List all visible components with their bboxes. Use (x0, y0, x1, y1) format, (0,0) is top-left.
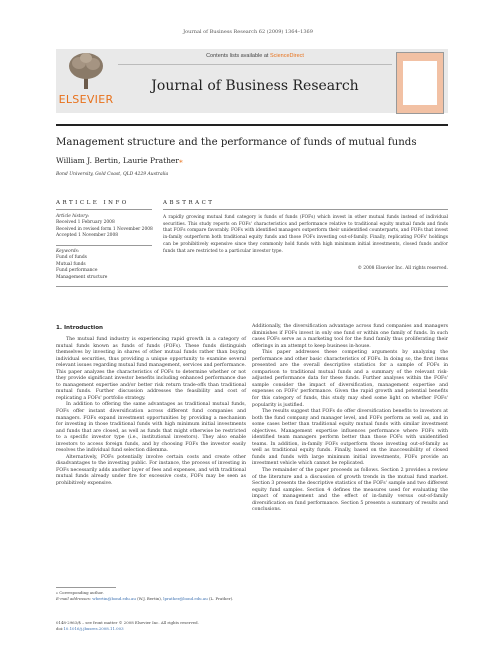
abstract-rule (163, 209, 448, 210)
paragraph: The remainder of the paper proceeds as follows. Section 2 provides a review of the literature and a discussion of growth trends in the mutual fund market. Section 3 presents the descriptive statistics of the FOFs' sample and two different equity fund samples. Section 4 defines the measures used for evaluating the impact of management and the effect of in-family versus out-of-family diversification on fund performance. Section 5 presents a summary of results and conclusions. (252, 468, 448, 513)
email-link-bertin[interactable]: wbertin@bond.edu.au (92, 595, 136, 601)
history-accepted: Accepted 1 November 2008 (56, 233, 119, 239)
journal-title: Journal of Business Research (151, 78, 359, 94)
keyword-item: Management structure (56, 274, 108, 280)
front-matter-info (56, 620, 256, 631)
article-info-rule (56, 209, 152, 210)
paragraph: Additionally, the diversification advantage across fund companies and managers diminishes if FOFs invest in only one fund or within one family of funds. In such cases FOFs serve as a marketing tool for the fund family thus proliferating their offerings in an attempt to keep business in-house. (252, 324, 448, 349)
history-label: Article history: (56, 214, 90, 219)
article-history (56, 214, 156, 240)
section-heading-introduction: 1. Introduction (56, 325, 104, 331)
footnote-rule (56, 587, 116, 588)
email-link-prather[interactable]: lprather@bond.edu.au (163, 595, 208, 601)
doi-prefix: doi: (56, 625, 64, 631)
body-rule (56, 286, 448, 287)
abstract-heading: ABSTRACT (163, 200, 215, 206)
publisher-wordmark: ELSEVIER (58, 93, 114, 106)
contents-prefix: Contents lists available at (206, 53, 270, 59)
paragraph: In addition to offering the same advantages as traditional mutual funds, FOFs offer instant diversification across different fund companies and managers. FOFs expand investment opportunities by providing a mechanism for investing in those traditional funds with high minimum initial investments and funds that are closed, as well as funds that might otherwise be restricted to a specific investor type (i.e., institutional investors). They also enable investors to access foreign funds, and by choosing FOFs the investor easily resolves the individual fund selection dilemma. (56, 402, 246, 454)
issn-line: 0148-2963/$ – see front matter © 2008 Elsevier Inc. All rights reserved. (56, 620, 199, 625)
article-info-heading: ARTICLE INFO (56, 200, 129, 206)
abstract-copyright: © 2008 Elsevier Inc. All rights reserved. (357, 266, 448, 271)
footnote-mark: ⁎ (56, 590, 58, 595)
footnote-label: Corresponding author. (59, 590, 104, 595)
sciencedirect-link[interactable]: ScienceDirect (269, 53, 304, 59)
article-authors (56, 156, 183, 165)
journal-reference: Journal of Business Research 62 (2009) 1364–1369 (183, 29, 313, 35)
header-rule (56, 124, 448, 126)
author-names: William J. Bertin, Laurie Prather (56, 156, 179, 165)
contents-line (120, 53, 390, 59)
corresponding-author-mark[interactable]: ⁎ (178, 156, 183, 165)
elsevier-tree-icon (66, 51, 106, 91)
author-affiliation: Bond University, Gold Coast, QLD 4229 Australia (56, 172, 169, 177)
abstract-text: A rapidly growing mutual fund category is funds of funds (FOFs) which invest in other mutual funds instead of individual securities. This study reports on FOFs' characteristics and performance relative to traditional equity mutual funds and finds that FOFs compare favorably. FOFs with identified managers outperform their unidentified counterparts, and FOFs that invest in-family outperform both traditional equity funds and those FOFs investing out-of-family. Finally, replicating FOFs' holdings can be prohibitively expensive since they commonly hold funds with high minimum initial investments, closed funds and/or funds that are restricted to a particular investor type. (163, 215, 448, 254)
footnote (56, 590, 246, 601)
history-revised: Received in revised form 1 November 2008 (56, 226, 153, 232)
paragraph: Alternatively, FOFs potentially involve certain costs and create other disadvantages to the investing public. For instance, the process of investing in FOFs necessarily adds another layer of fees and expenses, and with traditional mutual funds already under fire for excessive costs, FOFs may be seen as prohibitively expensive. (56, 454, 246, 487)
email-suffix: (L. Prather). (207, 595, 234, 601)
keyword-item: Fund of funds (56, 255, 87, 261)
keywords (56, 249, 156, 281)
keywords-label: Keywords: (56, 249, 80, 254)
paragraph: This paper addresses these competing arguments by analyzing the performance and other basic characteristics of FOFs. In doing so, the first items presented are the overall descriptive statistics for a sample of FOFs in comparison to traditional mutual funds and a summary of the relevant risk-adjusted performance data for these funds. Further analyses within the FOFs' sample consider the impact of diversification, management expertise and expenses on FOFs' performance. Given the rapid growth and potential benefits for this category of funds, this study may shed some light on whether FOFs' popularity is justified. (252, 350, 448, 408)
journal-cover-thumbnail (396, 52, 444, 114)
keyword-item: Mutual funds (56, 261, 86, 267)
history-received: Received 1 February 2008 (56, 220, 115, 226)
email-prefix: E-mail addresses: (56, 595, 93, 601)
keyword-item: Fund performance (56, 268, 98, 274)
header-divider (118, 64, 392, 65)
email-suffix: (W.J. Bertin), (135, 595, 164, 601)
article-info-rule-2 (56, 245, 152, 246)
article-title: Management structure and the performance of funds of mutual funds (56, 137, 417, 148)
elsevier-logo (56, 49, 116, 107)
paragraph: The mutual fund industry is experiencing rapid growth in a category of mutual funds known as funds of funds (FOFs). These funds distinguish themselves by investing in shares of other mutual funds rather than buying individual securities, thus providing a unique opportunity to examine several relevant issues regarding mutual fund management, services and performance. This paper analyzes the characteristics of FOFs to determine whether or not they provide significant investor benefits including enhanced performance due to management expertise and/or better risk return trade-offs than traditional mutual funds. Further discussion addresses the feasibility and cost of replicating a FOFs' portfolio strategy. (56, 337, 246, 401)
intro-right-column (252, 324, 448, 514)
intro-left-column (56, 337, 246, 488)
doi-link[interactable]: 10.1016/j.jbusres.2008.11.003 (63, 625, 124, 631)
paragraph: The results suggest that FOFs do offer diversification benefits to investors at both the fund company and manager level, and FOFs perform as well as, and in some cases better than traditional equity mutual funds with similar investment objectives. Management expertise influences performance where FOFs with identified team managers perform better than those FOFs with unidentified teams. In addition, in-family FOFs outperform those investing out-of-family as well as traditional equity funds. Finally, based on the inaccessibility of closed funds and funds with large minimum initial investments, FOFs provide an investment vehicle which cannot be replicated. (252, 409, 448, 467)
